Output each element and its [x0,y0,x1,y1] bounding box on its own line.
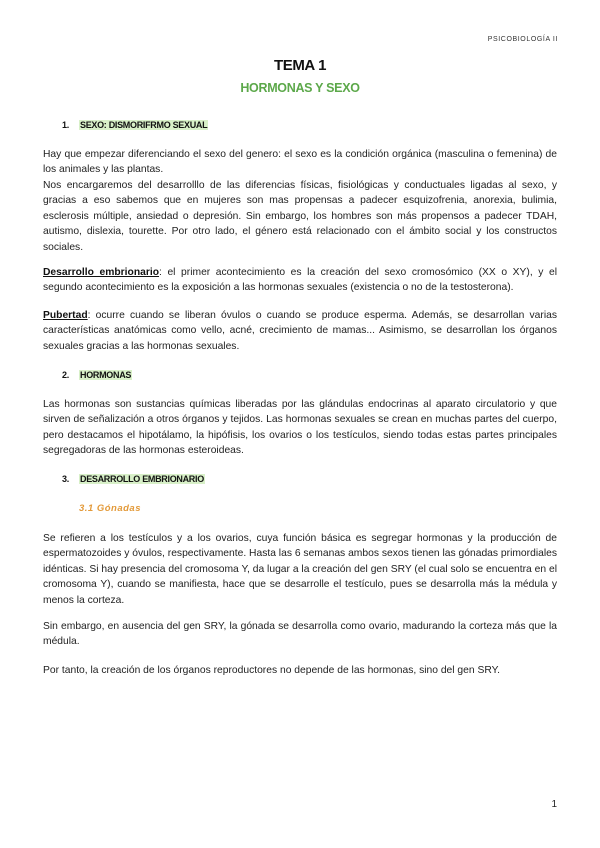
section-heading-2 [62,370,132,380]
section-heading-3 [62,474,205,484]
paragraph [43,265,557,296]
term-label: Desarrollo embrionario [43,267,160,278]
paragraph: Se refieren a los testículos y a los ovarios, cuya función básica es segregar hormonas y la producción de espermatozoides y óvulos, respectivamente. Hasta las 6 semanas ambos sexos tienen las gónadas primordiales idénticas. Si hay presencia del cromosoma Y, da lugar a la creación del gen SRY (el cual solo se encuentra en el cromosoma Y), cuando se manifiesta, hace que se desarrolle el testículo, pues se desarrolla más la médula y menos la corteza. [43,533,557,606]
section-number: 1. [62,120,69,130]
subsection-heading: 3.1 Gónadas [79,503,141,514]
paragraph: Sin embargo, en ausencia del gen SRY, la gónada se desarrolla como ovario, madurando la corteza más que la médula. [43,621,557,648]
page-subtitle: HORMONAS Y SEXO [240,81,360,95]
section-title: SEXO: DISMORIFRMO SEXUAL [80,120,208,130]
paragraph-text: : el primer acontecimiento es la creación del sexo cromosómico (XX o XY), y el segundo acontecimiento es la exposición a las hormonas sexuales (existencia o no de la testosterona). [43,267,557,294]
paragraph: Las hormonas son sustancias químicas liberadas por las glándulas endocrinas al aparato circulatorio y que sirven de señalización a otros órganos y tejidos. Las hormonas sexuales se crean en muchas partes del cuerpo, pero destacamos el hipotálamo, la hipófisis, los ovarios o los testículos, siendo todas estas partes principales segregadoras de las hormonas esteroideas. [43,399,557,457]
page-number: 1 [551,799,557,810]
paragraph [43,308,557,354]
section-title: HORMONAS [80,370,132,380]
paragraph: Nos encargaremos del desarrolllo de las diferencias físicas, fisiológicas y conductuales ligadas al sexo, y gracias a eso sabemos que en mujeres son mas propensas a padecer esquizofrenia, anorexia, bulimia, esclerosis múltiple, ansiedad o depresión. Sin embargo, los hombres son más propensos a padecer TDAH, autismo, dislexia, tourette. Por otro lado, el género está relacionado con el ámbito social y los constructos sociales. [43,180,557,253]
running-header: PSICOBIOLOGÍA II [487,36,558,43]
section-number: 2. [62,370,69,380]
section-number: 3. [62,474,69,484]
section-heading-1 [62,120,208,130]
paragraph-text: : ocurre cuando se liberan óvulos o cuando se produce esperma. Además, se desarrollan varias características anatómicas como vello, acné, crecimiento de mamas... Asimismo, se desarrollan los órganos sexuales gracias a las hormonas sexuales. [43,310,557,352]
paragraph: Hay que empezar diferenciando el sexo del genero: el sexo es la condición orgánica (masculina o femenina) de los animales y las plantas. [43,149,557,176]
paragraph: Por tanto, la creación de los órganos reproductores no depende de las hormonas, sino del gen SRY. [43,665,500,676]
term-label: Pubertad [43,310,88,321]
section-title: DESARROLLO EMBRIONARIO [80,474,204,484]
page-title: TEMA 1 [273,57,327,74]
